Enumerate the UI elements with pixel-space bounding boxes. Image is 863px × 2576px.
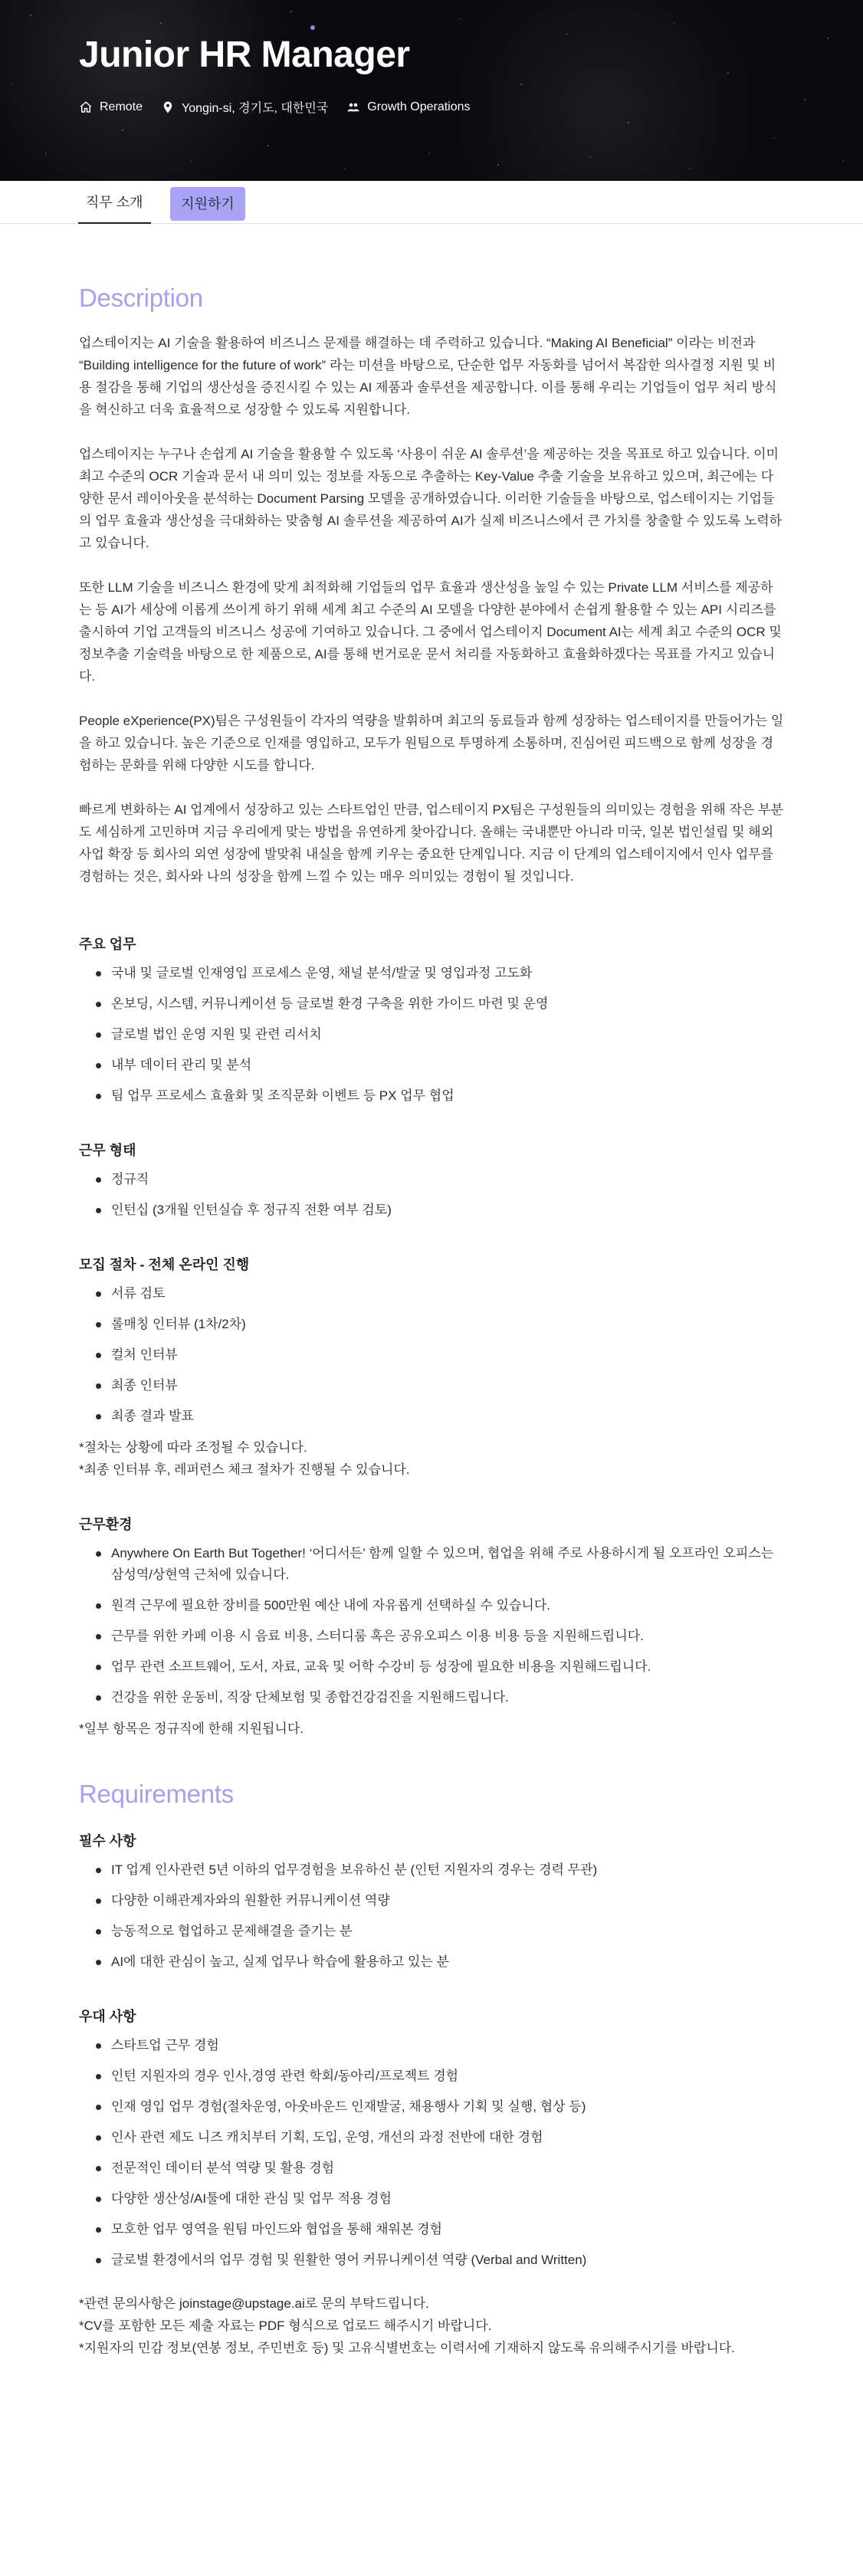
list-item: 글로벌 환경에서의 업무 경험 및 원활한 영어 커뮤니케이션 역량 (Verbal and Written) <box>79 2249 784 2271</box>
environment-note: *일부 항목은 정규직에 한해 지원됩니다. <box>79 1721 304 1736</box>
description-paragraph: 업스테이지는 AI 기술을 활용하여 비즈니스 문제를 해결하는 데 주력하고 있습니다. “Making AI Beneficial” 이라는 비전과 “Building intelligence for the future of work” 라는 미션을 바탕으로, 단순한 업무 자동화를 넘어서 복잡한 의사결정 지원 및 비용 절감을 통해 기업의 생산성을 증진시킬 수 있는 AI 제품과 솔루션을 제공합니다. 이를 통해 우리는 기업들이 업무 처리 방식을 혁신하고 더욱 효율적으로 성장할 수 있도록 지원합니다. <box>79 336 777 417</box>
meta-remote <box>79 100 143 114</box>
process-note: *절차는 상황에 따라 조정될 수 있습니다. <box>79 1440 307 1455</box>
section-title-requirements: Requirements <box>79 1780 234 1808</box>
footnote: *CV를 포함한 모든 제출 자료는 PDF 형식으로 업로드 해주시기 바랍니다. <box>79 2318 492 2333</box>
preferred-heading: 우대 사항 <box>79 2009 136 2024</box>
list-item: 정규직 <box>79 1169 784 1190</box>
list-item: 건강을 위한 운동비, 직장 단체보험 및 종합건강검진을 지원해드립니다. <box>79 1687 784 1708</box>
list-item: 팀 업무 프로세스 효율화 및 조직문화 이벤트 등 PX 업무 협업 <box>79 1085 784 1107</box>
duties-heading: 주요 업무 <box>79 937 136 952</box>
description-paragraph: 업스테이지는 누구나 손쉽게 AI 기술을 활용할 수 있도록 ‘사용이 쉬운 AI 솔루션’을 제공하는 것을 목표로 하고 있습니다. 이미 최고 수준의 OCR 기술과 문서 내 의미 있는 정보를 자동으로 추출하는 Key-Value 추출 기술을 보유하고 있으며, 최근에는 다양한 문서 레이아웃을 분석하는 Document Parsing 모델을 공개하였습니다. 이러한 기술들을 바탕으로, 업스테이지는 기업들의 업무 효율과 생산성을 극대화하는 맞춤형 AI 솔루션을 제공하여 AI가 실제 비즈니스에서 큰 가치를 창출할 수 있도록 노력하고 있습니다. <box>79 447 783 550</box>
tab-bar <box>0 181 863 224</box>
list-item: 글로벌 법인 운영 지원 및 관련 리서치 <box>79 1024 784 1045</box>
duties-list <box>79 963 784 1107</box>
list-item: 다양한 이해관계자와의 원활한 커뮤니케이션 역량 <box>79 1890 784 1911</box>
required-heading: 필수 사항 <box>79 1833 136 1849</box>
meta-team <box>346 100 470 114</box>
employment-heading: 근무 형태 <box>79 1143 136 1158</box>
list-item: 인사 관련 제도 니즈 캐치부터 기획, 도입, 운영, 개선의 과정 전반에 대한 경험 <box>79 2127 784 2148</box>
process-note: *최종 인터뷰 후, 레퍼런스 체크 절차가 진행될 수 있습니다. <box>79 1462 410 1477</box>
list-item: 모호한 업무 영역을 원팀 마인드와 협업을 통해 채워본 경험 <box>79 2219 784 2240</box>
location-pin-icon <box>161 100 175 114</box>
preferred-list <box>79 2035 784 2271</box>
list-item: 최종 결과 발표 <box>79 1406 784 1427</box>
list-item: 전문적인 데이터 분석 역량 및 활용 경험 <box>79 2158 784 2179</box>
tab-job-description[interactable]: 직무 소개 <box>78 185 151 224</box>
meta-label: Remote <box>100 100 143 113</box>
description-paragraph: 빠르게 변화하는 AI 업계에서 성장하고 있는 스타트업인 만큼, 업스테이지 PX팀은 구성원들의 의미있는 경험을 위해 작은 부분도 세심하게 고민하며 지금 우리에게 맞는 방법을 유연하게 찾아갑니다. 올해는 국내뿐만 아니라 미국, 일본 법인설립 및 해외 사업 확장 등 회사의 외연 성장에 발맞춰 내실을 함께 키우는 중요한 단계입니다. 지금 이 단계의 업스테이지에서 인사 업무를 경험하는 것은, 회사와 나의 성장을 함께 느낄 수 있는 매우 의미있는 경험이 될 것입니다. <box>79 802 783 884</box>
footnotes <box>79 2292 784 2374</box>
job-content <box>0 284 863 2374</box>
meta-label: Yongin-si, 경기도, 대한민국 <box>182 102 329 115</box>
description-paragraph: 또한 LLM 기술을 비즈니스 환경에 맞게 최적화해 기업들의 업무 효율과 생산성을 높일 수 있는 Private LLM 서비스를 제공하는 등 AI가 세상에 이롭게 쓰이게 하기 위해 세계 최고 수준의 AI 모델을 다양한 분야에서 손쉽게 활용할 수 있는 API 시리즈를 출시하여 기업 고객들의 비즈니스 성공에 기여하고 있습니다. 그 중에서 업스테이지 Document AI는 세계 최고 수준의 OCR 및 정보추출 기술력을 바탕으로 한 제품으로, AI를 통해 번거로운 문서 처리를 자동화하고 효율화하겠다는 목표를 가지고 있습니다. <box>79 580 782 684</box>
list-item: 온보딩, 시스템, 커뮤니케이션 등 글로벌 환경 구축을 위한 가이드 마련 및 운영 <box>79 993 784 1015</box>
list-item: 컬처 인터뷰 <box>79 1344 784 1366</box>
job-title: Junior HR Manager <box>79 34 410 75</box>
list-item: 근무를 위한 카페 이용 시 음료 비용, 스터디룸 혹은 공유오피스 이용 비용 등을 지원해드립니다. <box>79 1626 784 1647</box>
process-list <box>79 1283 784 1427</box>
meta-label: Growth Operations <box>367 100 471 113</box>
list-item: IT 업계 인사관련 5년 이하의 업무경험을 보유하신 분 (인턴 지원자의 경우는 경력 무관) <box>79 1859 784 1881</box>
environment-list <box>79 1543 784 1708</box>
hero-banner <box>0 0 863 181</box>
list-item: 국내 및 글로벌 인재영입 프로세스 운영, 채널 분석/발굴 및 영입과정 고도화 <box>79 963 784 984</box>
list-item: 원격 근무에 필요한 장비를 500만원 예산 내에 자유롭게 선택하실 수 있습니다. <box>79 1595 784 1616</box>
list-item: 서류 검토 <box>79 1283 784 1304</box>
environment-heading: 근무환경 <box>79 1517 133 1532</box>
list-item: 다양한 생산성/AI툴에 대한 관심 및 업무 적용 경험 <box>79 2188 784 2210</box>
list-item: 최종 인터뷰 <box>79 1375 784 1396</box>
footnote: *관련 문의사항은 joinstage@upstage.ai로 문의 부탁드립니다. <box>79 2296 429 2311</box>
list-item: 스타트업 근무 경험 <box>79 2035 784 2056</box>
starfield-background <box>0 0 863 181</box>
job-meta <box>79 98 489 116</box>
home-icon <box>79 100 93 114</box>
list-item: Anywhere On Earth But Together! ‘어디서든’ 함께 일할 수 있으며, 협업을 위해 주로 사용하시게 될 오프라인 오피스는 삼성역/상현역 근처에 있습니다. <box>79 1543 784 1586</box>
list-item: 내부 데이터 관리 및 분석 <box>79 1055 784 1076</box>
process-heading: 모집 절차 - 전체 온라인 진행 <box>79 1257 250 1272</box>
list-item: 능동적으로 협업하고 문제해결을 즐기는 분 <box>79 1921 784 1942</box>
list-item: 인턴 지원자의 경우 인사,경영 관련 학회/동아리/프로젝트 경험 <box>79 2066 784 2087</box>
required-list <box>79 1859 784 1973</box>
description-paragraph: People eXperience(PX)팀은 구성원들이 각자의 역량을 발휘하며 최고의 동료들과 함께 성장하는 업스테이지를 만들어가는 일을 하고 있습니다. 높은 기준으로 인재를 영입하고, 모두가 원팀으로 투명하게 소통하며, 진심어린 피드백으로 함께 성장을 경험하는 문화를 위해 다양한 시도를 합니다. <box>79 714 784 773</box>
employment-list <box>79 1169 784 1221</box>
tab-apply[interactable]: 지원하기 <box>170 187 245 221</box>
list-item: 업무 관련 소프트웨어, 도서, 자료, 교육 및 어학 수강비 등 성장에 필요한 비용을 지원해드립니다. <box>79 1656 784 1678</box>
list-item: 인턴십 (3개월 인턴실습 후 정규직 전환 여부 검토) <box>79 1199 784 1221</box>
list-item: 롤매칭 인터뷰 (1차/2차) <box>79 1314 784 1335</box>
section-title-description: Description <box>79 284 203 312</box>
list-item: AI에 대한 관심이 높고, 실제 업무나 학습에 활용하고 있는 분 <box>79 1951 784 1973</box>
people-icon <box>346 100 360 114</box>
footnote: *지원자의 민감 정보(연봉 정보, 주민번호 등) 및 고유식별번호는 이력서에 기재하지 않도록 유의해주시기를 바랍니다. <box>79 2341 735 2355</box>
list-item: 인재 영입 업무 경험(절차운영, 아웃바운드 인재발굴, 채용행사 기획 및 실행, 협상 등) <box>79 2096 784 2118</box>
meta-location <box>161 98 328 116</box>
